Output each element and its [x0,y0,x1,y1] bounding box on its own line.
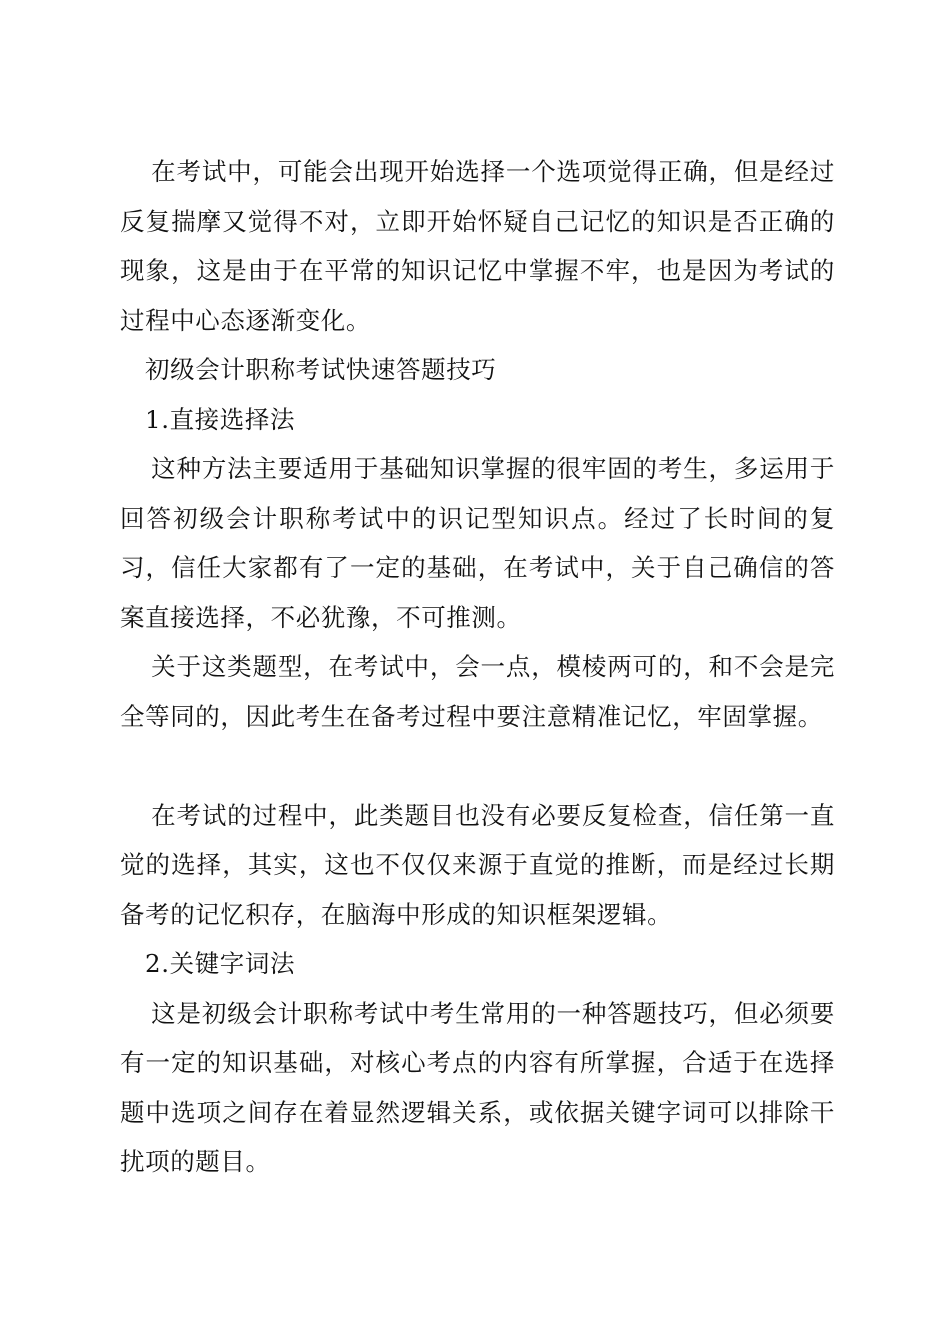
document-body [120,147,835,1187]
paragraph-exam-hesitation: 在考试中，可能会出现开始选择一个选项觉得正确，但是经过反复揣摩又觉得不对，立即开始怀疑自己记忆的知识是否正确的现象，这是由于在平常的知识记忆中掌握不牢，也是因为考试的过程中心态逐渐变化。 [120,157,835,335]
section-heading-quick-answer-tips: 初级会计职称考试快速答题技巧 [145,355,497,384]
paragraph-question-types: 关于这类题型，在考试中，会一点，模棱两可的，和不会是完全等同的，因此考生在备考过程中要注意精准记忆，牢固掌握。 [120,652,835,731]
subheading-keyword-method: 2.关键字词法 [145,949,296,978]
paragraph-keyword-method-desc: 这是初级会计职称考试中考生常用的一种答题技巧，但必须要有一定的知识基础，对核心考点的内容有所掌握，合适于在选择题中选项之间存在着显然逻辑关系，或依据关键字词可以排除干扰项的题目。 [120,998,835,1176]
paragraph-trust-intuition: 在考试的过程中，此类题目也没有必要反复检查，信任第一直觉的选择，其实，这也不仅仅来源于直觉的推断，而是经过长期备考的记忆积存，在脑海中形成的知识框架逻辑。 [120,800,835,929]
paragraph-direct-selection-desc: 这种方法主要适用于基础知识掌握的很牢固的考生，多运用于回答初级会计职称考试中的识记型知识点。经过了长时间的复习，信任大家都有了一定的基础，在考试中，关于自己确信的答案直接选择，不必犹豫，不可推测。 [120,454,835,632]
subheading-direct-selection: 1.直接选择法 [145,404,296,434]
blank-line [120,741,835,791]
